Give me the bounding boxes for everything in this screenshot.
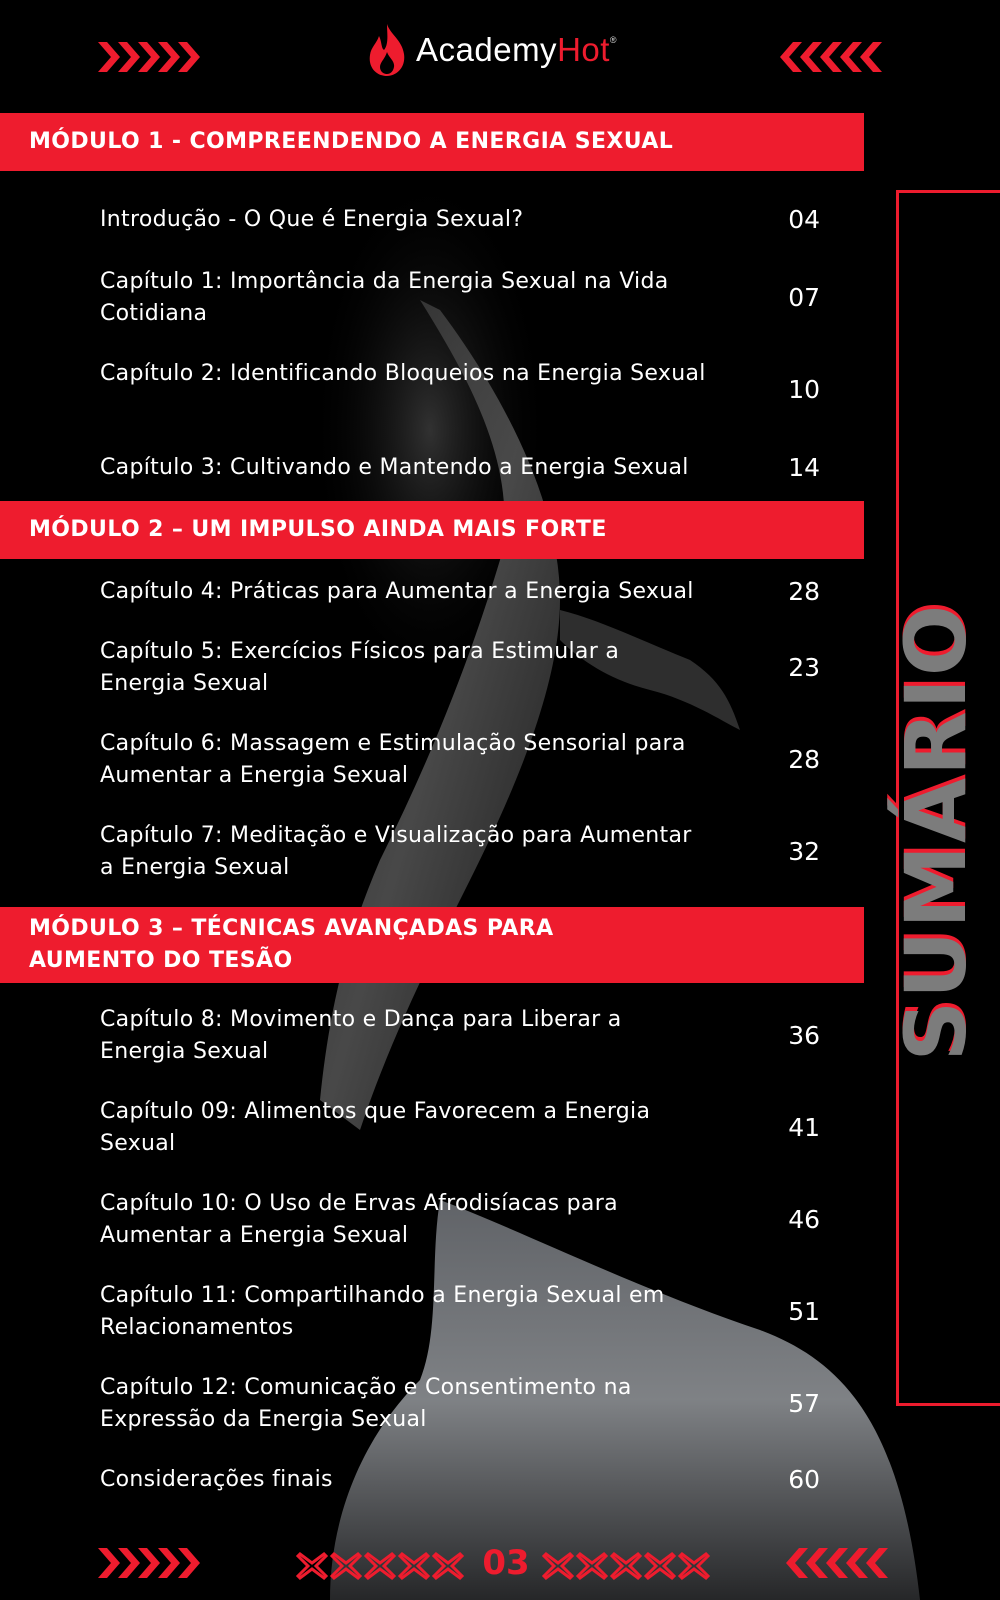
module-2-title: MÓDULO 2 – UM IMPULSO AINDA MAIS FORTE	[29, 517, 607, 542]
toc-entry[interactable]	[100, 1188, 820, 1252]
toc-entry[interactable]	[100, 1372, 820, 1436]
toc-entry-page: 32	[788, 837, 820, 866]
toc-entry-page: 36	[788, 1021, 820, 1050]
chevron-left-icon	[780, 42, 880, 74]
flame-icon	[368, 24, 406, 76]
toc-entry-page: 28	[788, 577, 820, 606]
brand-name-academy: Academy	[416, 31, 558, 68]
x-mark-icon	[296, 1552, 464, 1580]
toc-entry[interactable]	[100, 576, 820, 608]
toc-entry-title: Capítulo 6: Massagem e Estimulação Sensorial para Aumentar a Energia Sexual	[100, 731, 686, 788]
toc-entry-page: 41	[788, 1113, 820, 1142]
module-3-header	[0, 907, 864, 983]
brand-name-hot: Hot	[557, 31, 610, 68]
chevron-left-icon	[786, 1548, 886, 1580]
toc-entry-title: Capítulo 2: Identificando Bloqueios na Energia Sexual	[100, 361, 706, 386]
toc-entry[interactable]	[100, 266, 820, 330]
toc-entry-title: Capítulo 1: Importância da Energia Sexual na Vida Cotidiana	[100, 269, 669, 326]
module-1-title: MÓDULO 1 - COMPREENDENDO A ENERGIA SEXUAL	[29, 129, 674, 154]
toc-entry-page: 04	[788, 205, 820, 234]
module-3-title: MÓDULO 3 – TÉCNICAS AVANÇADAS PARA AUMENTO DO TESÃO	[29, 916, 554, 973]
toc-entry-page: 14	[788, 453, 820, 482]
page-number: 03	[482, 1543, 530, 1583]
toc-entry[interactable]	[100, 1280, 820, 1344]
toc-entry[interactable]	[100, 1096, 820, 1160]
toc-entry-page: 28	[788, 745, 820, 774]
toc-entry-page: 46	[788, 1205, 820, 1234]
module-1-header	[0, 113, 864, 171]
toc-entry-title: Capítulo 8: Movimento e Dança para Liberar a Energia Sexual	[100, 1007, 622, 1064]
brand-wordmark	[416, 31, 617, 69]
toc-entry-page: 51	[788, 1297, 820, 1326]
x-mark-icon	[542, 1552, 710, 1580]
toc-entry[interactable]	[100, 728, 820, 792]
toc-entry[interactable]	[100, 820, 820, 884]
toc-entry[interactable]	[100, 1464, 820, 1496]
toc-entry-page: 60	[788, 1465, 820, 1494]
toc-entry[interactable]	[100, 358, 820, 422]
toc-entry-title: Capítulo 7: Meditação e Visualização para Aumentar a Energia Sexual	[100, 823, 692, 880]
trademark-symbol: ®	[609, 35, 618, 45]
toc-entry-page: 23	[788, 653, 820, 682]
toc-entry[interactable]	[100, 636, 820, 700]
toc-entry-page: 10	[788, 375, 820, 404]
toc-entry[interactable]	[100, 204, 820, 236]
toc-entry-title: Capítulo 4: Práticas para Aumentar a Energia Sexual	[100, 579, 694, 604]
toc-entry-title: Introdução - O Que é Energia Sexual?	[100, 207, 524, 232]
toc-entry[interactable]	[100, 1004, 820, 1068]
toc-entry-page: 57	[788, 1389, 820, 1418]
toc-entry-title: Capítulo 10: O Uso de Ervas Afrodisíacas para Aumentar a Energia Sexual	[100, 1191, 618, 1248]
toc-entry-title: Capítulo 11: Compartilhando a Energia Sexual em Relacionamentos	[100, 1283, 665, 1340]
toc-entry-title: Capítulo 3: Cultivando e Mantendo a Energia Sexual	[100, 455, 689, 480]
chevron-right-icon	[98, 42, 198, 74]
module-2-header	[0, 501, 864, 559]
toc-entry-title: Capítulo 12: Comunicação e Consentimento na Expressão da Energia Sexual	[100, 1375, 632, 1432]
footer	[0, 1540, 1000, 1590]
side-title: SUMÁRIO	[887, 602, 985, 1062]
toc-entry[interactable]	[100, 452, 820, 484]
toc-entry-title: Considerações finais	[100, 1467, 333, 1492]
header	[0, 20, 1000, 80]
toc-entry-title: Capítulo 5: Exercícios Físicos para Estimular a Energia Sexual	[100, 639, 620, 696]
chevron-right-icon	[98, 1548, 198, 1580]
toc-entry-page: 07	[788, 283, 820, 312]
toc-entry-title: Capítulo 09: Alimentos que Favorecem a Energia Sexual	[100, 1099, 651, 1156]
brand-logo	[368, 20, 617, 80]
